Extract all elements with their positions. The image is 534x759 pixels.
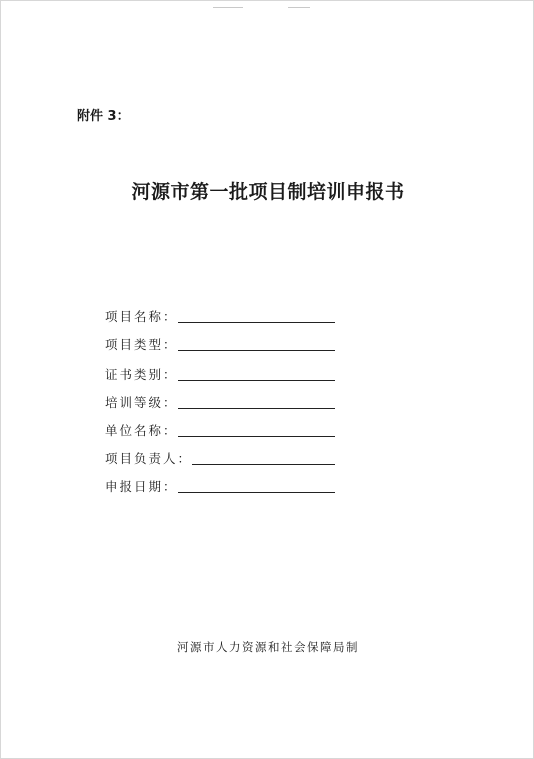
attachment-label: 附件 3：: [77, 109, 130, 124]
application-form: [105, 297, 345, 495]
field-label: 项目类型：: [105, 337, 178, 352]
issuer-footer: 河源市人力资源和社会保障局制: [177, 640, 359, 654]
fill-in-line: [178, 480, 335, 493]
fill-in-line: [178, 310, 335, 323]
scan-mark: [213, 7, 243, 8]
field-label: 项目名称：: [105, 309, 178, 324]
fill-in-line: [178, 424, 335, 437]
field-label: 项目负责人：: [105, 451, 193, 466]
field-label: 单位名称：: [105, 423, 178, 438]
form-row-certificate-type: [105, 355, 345, 383]
form-row-application-date: [105, 467, 345, 495]
document-title: 河源市第一批项目制培训申报书: [131, 181, 405, 203]
fill-in-line: [178, 396, 335, 409]
field-label: 证书类别：: [105, 367, 178, 382]
form-row-project-leader: [105, 439, 345, 467]
form-row-project-type: [105, 325, 345, 353]
form-row-project-name: [105, 297, 345, 325]
fill-in-line: [192, 452, 335, 465]
fill-in-line: [178, 338, 335, 351]
form-row-training-level: [105, 383, 345, 411]
field-label: 培训等级：: [105, 395, 178, 410]
field-label: 申报日期：: [105, 479, 178, 494]
form-row-organization-name: [105, 411, 345, 439]
scan-mark: [288, 7, 310, 8]
fill-in-line: [178, 368, 335, 381]
